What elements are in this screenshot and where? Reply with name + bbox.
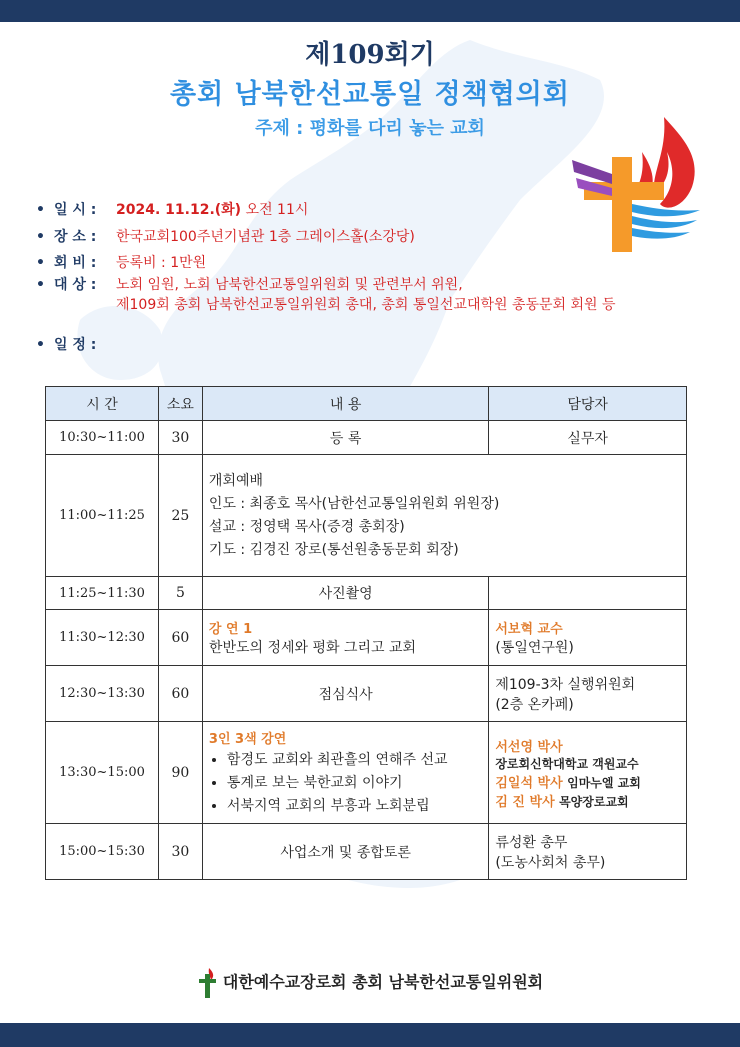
row-duration: 25 — [158, 455, 202, 577]
row-time: 15:00~15:30 — [46, 824, 159, 880]
meeting-place: (2층 온카페) — [495, 696, 574, 713]
target-line1: 노회 임원, 노회 남북한선교통일위원회 및 관련부서 위원, — [116, 277, 463, 293]
table-row — [46, 455, 687, 577]
presenter-name: 서보혁 교수 — [495, 622, 563, 637]
table-row — [46, 610, 687, 666]
lecture-tag: 3인 3색 강연 — [208, 731, 287, 747]
row-person — [489, 722, 687, 824]
page-title: 총회 남북한선교통일 정책협의회 — [170, 79, 570, 110]
table-header-row — [46, 387, 687, 421]
bottom-bar — [0, 1023, 740, 1047]
cross-logo-icon — [197, 968, 219, 998]
presenter-org: (통일연구원) — [495, 640, 574, 656]
presenter-org: 장로회신학대학교 객원교수 — [495, 756, 639, 771]
row-duration: 90 — [158, 722, 202, 824]
worship-sermon: 설교 : 정영택 목사(증경 총회장) — [208, 518, 405, 535]
row-duration: 5 — [158, 577, 202, 610]
table-row — [46, 666, 687, 722]
date-time: 오전 11시 — [241, 202, 309, 218]
row-time: 12:30~13:30 — [46, 666, 159, 722]
row-duration: 30 — [158, 421, 202, 455]
row-duration: 60 — [158, 666, 202, 722]
fee-value: 등록비 : 1만원 — [116, 255, 207, 271]
info-schedule: • 일 정 : — [36, 335, 116, 355]
header-person: 담당자 — [489, 387, 687, 421]
row-person — [489, 824, 687, 880]
row-time: 13:30~15:00 — [46, 722, 159, 824]
schedule-label: 일 정 : — [54, 337, 97, 353]
presenter-org: 임마누엘 교회 — [567, 775, 641, 790]
target-label: 대 상 : — [54, 277, 97, 293]
info-date: • 일 시 : 2024. 11.12.(화) 오전 11시 — [36, 202, 309, 218]
topic-item: • 함경도 교회와 최관흘의 연해주 선교 — [227, 749, 482, 772]
topic-item: • 서북지역 교회의 부흥과 노회분립 — [227, 795, 482, 818]
row-content — [202, 610, 488, 666]
person-org: (도농사회처 총무) — [495, 854, 606, 871]
cross-flame-logo — [572, 112, 704, 254]
presenter-org: 목양장로교회 — [559, 794, 629, 809]
place-label: 장 소 : — [54, 229, 97, 245]
row-person — [489, 666, 687, 722]
row-content — [202, 722, 488, 824]
topic-item: • 통계로 보는 북한교회 이야기 — [227, 772, 482, 795]
table-row — [46, 722, 687, 824]
table-row — [46, 421, 687, 455]
row-time: 11:30~12:30 — [46, 610, 159, 666]
fee-label: 회 비 : — [54, 255, 97, 271]
header-time: 시 간 — [46, 387, 159, 421]
person-name: 류성환 총무 — [495, 834, 568, 851]
presenter-name: 김일석 박사 — [495, 775, 563, 791]
row-content: 점심식사 — [202, 666, 488, 722]
row-duration: 30 — [158, 824, 202, 880]
presenter-name: 서선영 박사 — [495, 739, 563, 755]
date-label: 일 시 : — [54, 202, 97, 218]
worship-prayer: 기도 : 김경진 장로(통선원총동문회 회장) — [208, 541, 459, 558]
target-line2: 제109회 총회 남북한선교통일위원회 총대, 총회 통일선교대학원 총동문회 회원 등 — [116, 297, 616, 313]
worship-title: 개회예배 — [208, 472, 264, 489]
meeting-title: 제109-3차 실행위원회 — [495, 676, 636, 693]
footer-org — [0, 968, 740, 998]
row-duration: 60 — [158, 610, 202, 666]
row-time: 10:30~11:00 — [46, 421, 159, 455]
row-person — [489, 577, 687, 610]
table-row — [46, 577, 687, 610]
row-person — [489, 610, 687, 666]
schedule-table — [45, 386, 687, 880]
lecture-tag: 강 연 1 — [208, 622, 253, 637]
row-content — [202, 455, 686, 577]
footer-org-name: 대한예수교장로회 총회 남북한선교통일위원회 — [222, 972, 544, 992]
date-value: 2024. 11.12.(화) — [116, 202, 242, 218]
place-value: 한국교회100주년기념관 1층 그레이스홀(소강당) — [116, 229, 415, 245]
row-time: 11:25~11:30 — [46, 577, 159, 610]
lecture-title: 한반도의 정세와 평화 그리고 교회 — [208, 640, 417, 656]
info-target: • 대 상 : 노회 임원, 노회 남북한선교통일위원회 및 관련부서 위원, 제109회 총회 남북한선교통일위원회 총대, 총회 통일선교대학원 총동문회 회원 등 — [36, 277, 616, 313]
header-duration: 소요 — [158, 387, 202, 421]
worship-leader: 인도 : 최종호 목사(남한선교통일위원회 위원장) — [208, 495, 500, 512]
presenter-name: 김 진 박사 — [495, 794, 555, 810]
row-person: 실무자 — [489, 421, 687, 455]
row-time: 11:00~11:25 — [46, 455, 159, 577]
theme-subtitle: 주제 : 평화를 다리 놓는 교회 — [255, 118, 485, 139]
row-content: 사업소개 및 종합토론 — [202, 824, 488, 880]
topic-list — [209, 749, 482, 818]
session-title: 제109회기 — [305, 40, 435, 70]
info-place: • 장 소 : 한국교회100주년기념관 1층 그레이스홀(소강당) — [36, 229, 415, 245]
row-content: 등 록 — [202, 421, 488, 455]
table-row — [46, 824, 687, 880]
info-fee: • 회 비 : 등록비 : 1만원 — [36, 255, 207, 271]
row-content: 사진촬영 — [202, 577, 488, 610]
header-content: 내 용 — [202, 387, 488, 421]
